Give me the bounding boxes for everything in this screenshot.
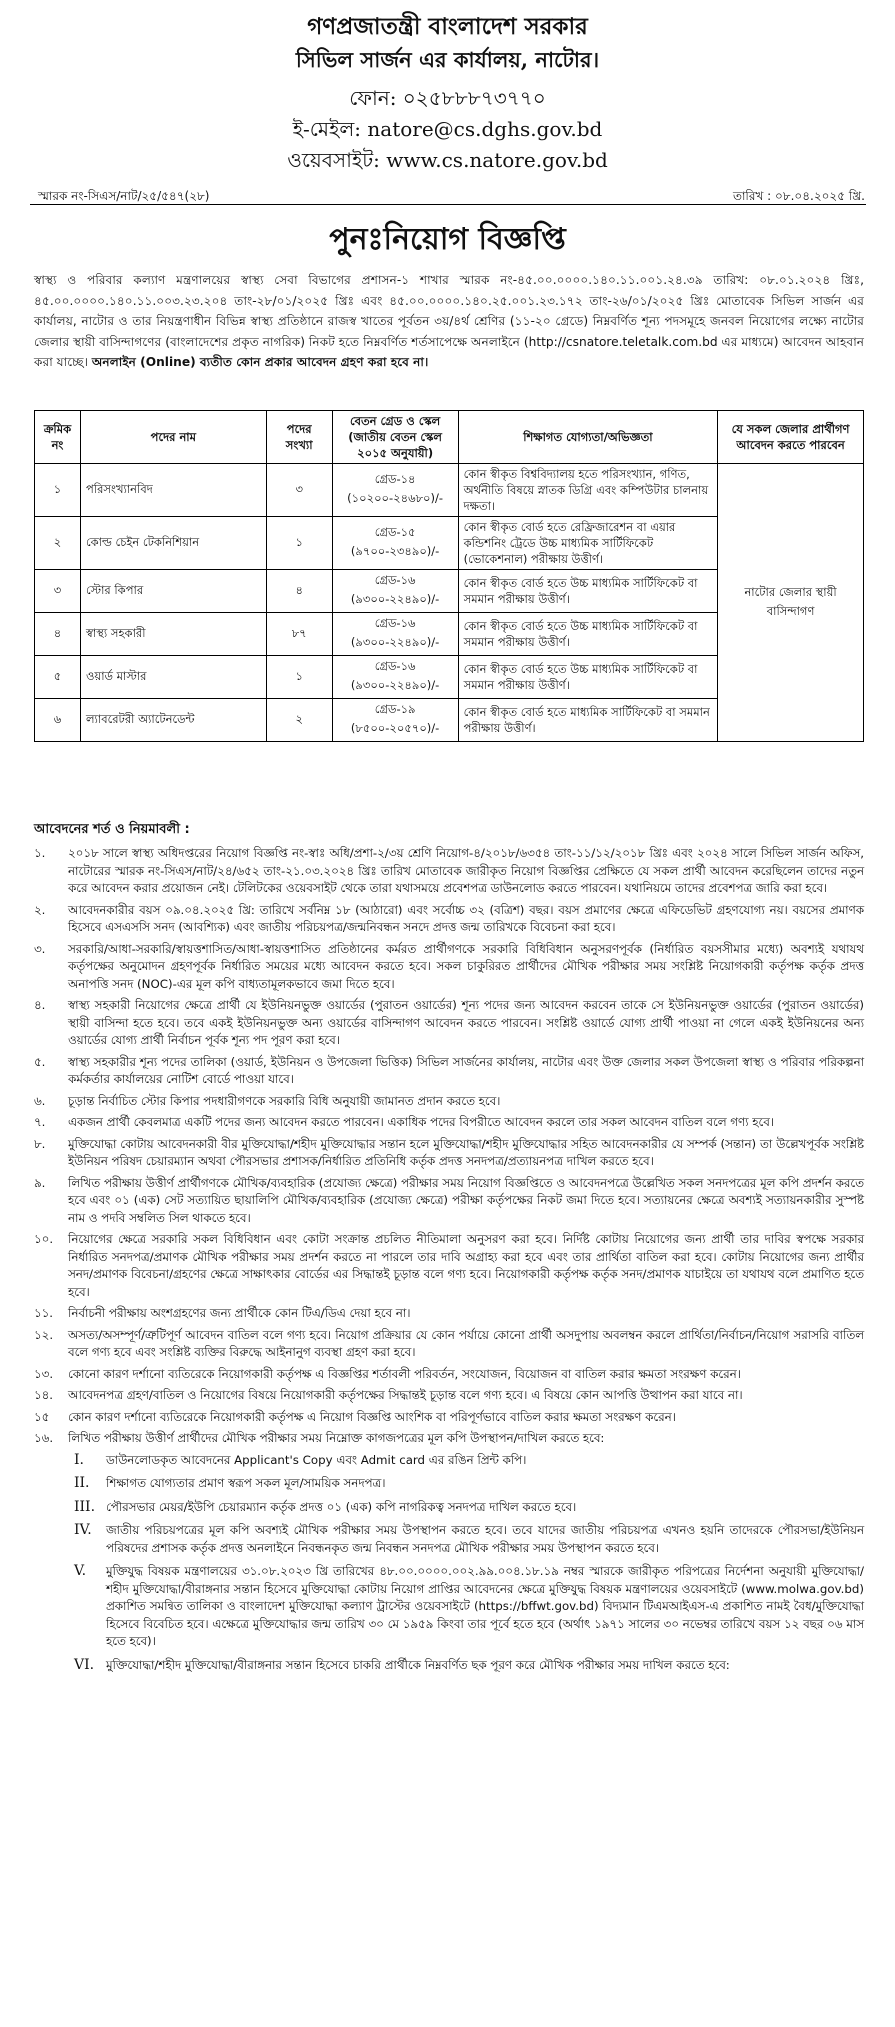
term-text: কোন কারণ দর্শানো ব্যতিরেকে নিয়োগকারী কর্তৃপক্ষ এ নিয়োগ বিজ্ঞপ্তি আংশিক বা পরিপূর্ণভাবে বাতিল করার ক্ষমতা সংরক্ষণ করেন। <box>68 1409 676 1424</box>
grade-scale: (৯৩০০-২২৪৯০)/- <box>350 678 440 692</box>
intro-paragraph <box>34 270 864 373</box>
terms-heading: আবেদনের শর্ত ও নিয়মাবলী : <box>34 822 190 837</box>
term-item <box>34 1387 864 1405</box>
grade-label: গ্রেড-১৬ <box>374 573 416 587</box>
term-item <box>34 1430 864 1448</box>
term-text: লিখিত পরীক্ষায় উত্তীর্ণ প্রার্থীদের মৌখিক পরীক্ষার সময় নিম্নোক্ত কাগজপত্রের মূল কপি উপস্থাপন/দাখিল করতে হবে: <box>68 1431 605 1445</box>
term-number: ৯. <box>34 1175 46 1190</box>
term-number: ১০. <box>34 1232 54 1246</box>
col-header-eligible-districts: যে সকল জেলার প্রার্থীগণ আবেদন করতে পারবেন <box>718 411 864 464</box>
col-header-count: পদের সংখ্যা <box>266 411 332 464</box>
col-header-grade: বেতন গ্রেড ও স্কেল (জাতীয় বেতন স্কেল ২০১৫ অনুযায়ী) <box>332 411 458 464</box>
term-number: ৪. <box>34 998 46 1012</box>
grade-scale: (৯৩০০-২২৪৯০)/- <box>350 635 440 649</box>
subitem-number: VI. <box>74 1656 95 1673</box>
term-item <box>34 1305 864 1323</box>
grade-label: গ্রেড-১৪ <box>374 472 416 486</box>
term-number: ১২. <box>34 1327 54 1342</box>
document-subitem <box>74 1522 864 1557</box>
cell-grade <box>332 656 458 699</box>
cell-grade <box>332 464 458 517</box>
term-item <box>34 1231 864 1301</box>
cell-serial: ৩ <box>35 570 81 613</box>
subitem-number: IV. <box>74 1522 92 1538</box>
grade-label: গ্রেড-১৬ <box>374 616 416 630</box>
cell-qualification: কোন স্বীকৃত বোর্ড হতে মাধ্যমিক সার্টিফিকেট বা সমমান পরীক্ষায় উত্তীর্ণ। <box>458 699 718 742</box>
grade-scale: (৯৩০০-২২৪৯০)/- <box>350 592 440 606</box>
grade-label: গ্রেড-১৬ <box>374 659 416 673</box>
cell-qualification: কোন স্বীকৃত বোর্ড হতে উচ্চ মাধ্যমিক সার্টিফিকেট বা সমমান পরীক্ষায় উত্তীর্ণ। <box>458 570 718 613</box>
subitem-number: III. <box>74 1498 96 1515</box>
document-subitem <box>74 1657 864 1675</box>
cell-post: ল্যাবরেটরী অ্যাটেনডেন্ট <box>80 699 266 742</box>
term-text: চূড়ান্ত নির্বাচিত স্টোর কিপার পদধারীগণকে সরকারি বিধি অনুযায়ী জামানত প্রদান করতে হবে। <box>68 1093 501 1108</box>
government-name: গণপ্রজাতন্ত্রী বাংলাদেশ সরকার <box>307 13 588 40</box>
terms-section <box>34 820 864 1680</box>
term-number: ৩. <box>34 941 46 956</box>
cell-count: ৩ <box>266 464 332 517</box>
term-item <box>34 941 864 994</box>
term-text: ২০১৮ সালে স্বাস্থ্য অধিদপ্তরের নিয়োগ বিজ্ঞপ্তি নং-স্বাঃ অধি/প্রশা-২/৩য় শ্রেণি নিয়োগ-৪/২০১৮/৬৩৫৪ তাং-১১/১২/২০১৮ খ্রিঃ এবং ২০২৪ সালে সিভিল সার্জন অফিস, নাটোরের স্মারক নং-সিএস/নাট/২৪/৬৫২ তাং-২১.০৩.২০২৪ খ্রিঃ তারিখ মোতাবেক জারীকৃত নিয়োগ বিজ্ঞপ্তির প্রেক্ষিতে যে সকল প্রার্থী আবেদন করেছিলেন তাদের নতুন করে আবেদন করার প্রয়োজন নেই। টেলিটকের ওয়েবসাইট থেকে তারা যথাসময়ে প্রবেশপত্র ডাউনলোড করতে পারবেন। যথানিয়মে তাদের প্রবেশপত্র জারি করা হবে। <box>68 846 864 895</box>
cell-qualification: কোন স্বীকৃত বিশ্ববিদ্যালয় হতে পরিসংখ্যান, গণিত, অর্থনীতি বিষয়ে স্নাতক ডিগ্রি এবং কম্পিউটার চালনায় দক্ষতা। <box>458 464 718 517</box>
cell-grade <box>332 570 458 613</box>
term-number: ১৪. <box>34 1388 54 1402</box>
document-subitem <box>74 1452 864 1470</box>
term-number: ৫. <box>34 1054 46 1069</box>
cell-count: ২ <box>266 699 332 742</box>
term-item <box>34 1409 864 1427</box>
cell-grade <box>332 699 458 742</box>
cell-serial: ১ <box>35 464 81 517</box>
cell-post: স্বাস্থ্য সহকারী <box>80 613 266 656</box>
header-divider <box>30 204 866 205</box>
document-subitem <box>74 1563 864 1651</box>
term-item <box>34 997 864 1050</box>
term-text: একজন প্রার্থী কেবলমাত্র একটি পদের জন্য আবেদন করতে পারবেন। একাধিক পদের বিপরীতে আবেদন করলে তার সকল আবেদন বাতিল বলে গণ্য হবে। <box>68 1115 775 1129</box>
term-text: কোনো কারণ দর্শানো ব্যতিরেকে নিয়োগকারী কর্তৃপক্ষ এ বিজ্ঞপ্তির শর্তাবলী পরিবর্তন, সংযোজন, বিয়োজন বা বাতিল করার ক্ষমতা সংরক্ষণ করেন। <box>68 1366 741 1381</box>
intro-online-only: অনলাইন (Online) ব্যতীত কোন প্রকার আবেদন গ্রহণ করা হবে না। <box>91 355 429 369</box>
term-text: লিখিত পরীক্ষায় উত্তীর্ণ প্রার্থীগণকে মৌখিক/ব্যবহারিক (প্রযোজ্য ক্ষেত্রে) পরীক্ষার সময় নিয়োগ বিজ্ঞপ্তিতে ও আবেদনপত্রে উল্লেখিত সকল সনদপত্রের মূল কপি প্রদর্শন করতে হবে এবং ০১ (এক) সেট সত্যায়িত ছায়ালিপি মৌখিক/ব্যবহারিক (প্রযোজ্য ক্ষেত্রে) পরীক্ষা কর্তৃপক্ষের নিকট জমা দিতে হবে। সত্যায়নের ক্ষেত্রে অবশ্যই সত্যায়নকারীর সুস্পষ্ট নাম ও পদবি সম্বলিত সিল থাকতে হবে। <box>68 1175 864 1225</box>
term-item <box>34 1114 864 1132</box>
office-phone: ফোন: ০২৫৮৮৮৭৩৭৭০ <box>349 86 546 110</box>
term-number: ১৬. <box>34 1431 54 1445</box>
notice-title: পুনঃনিয়োগ বিজ্ঞপ্তি <box>329 222 566 257</box>
term-number: ৭. <box>34 1115 46 1129</box>
cell-qualification: কোন স্বীকৃত বোর্ড হতে উচ্চ মাধ্যমিক সার্টিফিকেট বা সমমান পরীক্ষায় উত্তীর্ণ। <box>458 656 718 699</box>
col-header-qualification: শিক্ষাগত যোগ্যতা/অভিজ্ঞতা <box>458 411 718 464</box>
subitem-number: V. <box>74 1563 87 1579</box>
term-number: ২. <box>34 902 46 917</box>
notice-date: তারিখ : ০৮.০৪.২০২৫ খ্রি. <box>732 189 865 203</box>
document-subitem <box>74 1499 864 1517</box>
grade-label: গ্রেড-১৯ <box>374 702 416 716</box>
term-item <box>34 1093 864 1111</box>
office-name: সিভিল সার্জন এর কার্যালয়, নাটোর। <box>295 47 600 72</box>
subitem-text: মুক্তিযুদ্ধ বিষয়ক মন্ত্রণালয়ের ৩১.০৮.২০২৩ খ্রি তারিখের ৪৮.০০.০০০০.০০২.৯৯.০০৪.১৮.১৯ নম্বর স্মারকে জারীকৃত পরিপত্রের নির্দেশনা অনুযায়ী মুক্তিযোদ্ধা/শহীদ মুক্তিযোদ্ধা/বীরাঙ্গনার সন্তান হিসেবে মুক্তিযোদ্ধা কোটায় নিয়োগ প্রাপ্তির আবেদনের ক্ষেত্রে মুক্তিযুদ্ধ বিষয়ক মন্ত্রণালয়ের ওয়েবসাইটে (www.molwa.gov.bd) প্রকাশিত সমন্বিত তালিকা ও বাংলাদেশ মুক্তিযোদ্ধা কল্যাণ ট্রাস্টের ওয়েবসাইটে (https://bffwt.gov.bd) বিদ্যমান টিএমআইএস-এ প্রকাশিত নামই বৈধ/মুক্তিযোদ্ধা হিসেবে বিবেচিত হবে। এক্ষেত্রে মুক্তিযোদ্ধার জন্ম তারিখ ৩০ মে ১৯৫৯ কিংবা তার পূর্বে হতে হবে (অর্থাৎ ১৯৭১ সালের ৩০ নভেম্বর তারিখে বয়স ১২ বছর ০৬ মাস হতে হবে)। <box>106 1564 865 1648</box>
subitem-text: মুক্তিযোদ্ধা/শহীদ মুক্তিযোদ্ধা/বীরাঙ্গনার সন্তান হিসেবে চাকরি প্রার্থীকে নিম্নবর্ণিত ছক পূরণ করে মৌখিক পরীক্ষার সময় দাখিল করতে হবে: <box>106 1657 730 1672</box>
term-number: ৬. <box>34 1093 46 1108</box>
term-text: আবেদনপত্র গ্রহণ/বাতিল ও নিয়োগের বিষয়ে নিয়োগকারী কর্তৃপক্ষের সিদ্ধান্তই চূড়ান্ত বলে গণ্য হবে। এ বিষয়ে কোন আপত্তি উত্থাপন করা যাবে না। <box>68 1388 743 1402</box>
term-text: নির্বাচনী পরীক্ষায় অংশগ্রহণের জন্য প্রার্থীকে কোন টিএ/ডিএ দেয়া হবে না। <box>68 1306 411 1320</box>
cell-serial: ২ <box>35 517 81 570</box>
term-text: আবেদনকারীর বয়স ০৯.০৪.২০২৫ খ্রি: তারিখে সর্বনিম্ন ১৮ (আঠারো) এবং সর্বোচ্চ ৩২ (বত্রিশ) বছর। বয়স প্রমাণের ক্ষেত্রে এফিডেভিট গ্রহণযোগ্য নয়। বয়সের প্রমাণক হিসেবে এসএসসি সনদ (আবশ্যিক) এবং জাতীয় পরিচয়পত্র/জন্মনিবন্ধন সনদে প্রদত্ত জন্ম তারিখকে বিবেচনা করা হবে। <box>68 902 864 934</box>
subitem-number: I. <box>74 1451 84 1468</box>
term-number: ৮. <box>34 1136 46 1151</box>
term-item <box>34 845 864 898</box>
cell-serial: ৬ <box>35 699 81 742</box>
office-email: ই-মেইল: natore@cs.dghs.gov.bd <box>292 117 603 141</box>
cell-qualification: কোন স্বীকৃত বোর্ড হতে রেফ্রিজারেশন বা এয়ার কন্ডিশনিং ট্রেডে উচ্চ মাধ্যমিক সার্টিফিকেট (ভোকেশনাল) পরীক্ষায় উত্তীর্ণ। <box>458 517 718 570</box>
col-header-post: পদের নাম <box>80 411 266 464</box>
cell-grade <box>332 517 458 570</box>
term-item <box>34 1054 864 1089</box>
term-item <box>34 1136 864 1171</box>
term-text: স্বাস্থ্য সহকারী নিয়োগের ক্ষেত্রে প্রার্থী যে ইউনিয়নভুক্ত ওয়ার্ডের (পুরাতন ওয়ার্ডের) শূন্য পদের জন্য আবেদন করবেন তাকে সে ইউনিয়নভুক্ত ওয়ার্ডের (পুরাতন ওয়ার্ডের) স্থায়ী বাসিন্দা হতে হবে। তবে একই ইউনিয়নভুক্ত অন্য ওয়ার্ডের বাসিন্দাগণ আবেদন করতে পারবেন। সংশ্লিষ্ট ওয়ার্ডে যোগ্য প্রার্থী পাওয়া না গেলে একই ইউনিয়নের অন্য ওয়ার্ডের যোগ্য প্রার্থী নির্বাচন পূর্বক শূন্য পদ পূরণ করা হবে। <box>68 998 864 1047</box>
term-item <box>34 1366 864 1384</box>
cell-post: কোল্ড চেইন টেকনিশিয়ান <box>80 517 266 570</box>
office-website: ওয়েবসাইট: www.cs.natore.gov.bd <box>287 148 608 172</box>
table-row <box>35 464 864 517</box>
subitem-text: শিক্ষাগত যোগ্যতার প্রমাণ স্বরূপ সকল মূল/সাময়িক সনদপত্র। <box>106 1476 386 1490</box>
term-text: নিয়োগের ক্ষেত্রে সরকারি সকল বিধিবিধান এবং কোটা সংক্রান্ত প্রচলিত নীতিমালা অনুসরণ করা হবে। নির্দিষ্ট কোটায় নিয়োগের জন্য প্রার্থী তার দাবির স্বপক্ষে সরকার নির্ধারিত সনদপত্র/প্রমাণক মৌখিক পরীক্ষার সময় প্রদর্শন করতে না পারলে তার দাবি অগ্রাহ্য করা হবে এবং তার প্রার্থিতা বাতিল করা হবে। কোটায় নিয়োগের জন্য প্রার্থীর সনদ/প্রমাণক বিবেচনা/গ্রহণের ক্ষেত্রে সাক্ষাৎকার বোর্ডের এর সিদ্ধান্তই চূড়ান্ত বলে গণ্য হবে। নিয়োগকারী কর্তৃপক্ষ কর্তৃক সনদ/প্রমাণক যাচাইয়ে তা যথাযথ বলে প্রমাণিত হতে হবে। <box>68 1232 864 1299</box>
grade-scale: (৯৭০০-২৩৪৯০)/- <box>350 544 440 558</box>
memo-number: স্মারক নং-সিএস/নাট/২৫/৫৪৭(২৮) <box>38 189 210 203</box>
cell-qualification: কোন স্বীকৃত বোর্ড হতে উচ্চ মাধ্যমিক সার্টিফিকেট বা সমমান পরীক্ষায় উত্তীর্ণ। <box>458 613 718 656</box>
cell-post: ওয়ার্ড মাস্টার <box>80 656 266 699</box>
grade-scale: (১০২০০-২৪৬৮০)/- <box>347 491 444 505</box>
table-header-row <box>35 411 864 464</box>
term-item <box>34 1327 864 1362</box>
term-text: স্বাস্থ্য সহকারীর শূন্য পদের তালিকা (ওয়ার্ড, ইউনিয়ন ও উপজেলা ভিত্তিক) সিভিল সার্জনের কার্যালয়, নাটোর এবং উক্ত জেলার সকল উপজেলা স্বাস্থ্য ও পরিবার পরিকল্পনা কর্মকর্তার কার্যালয়ের নোটিশ বোর্ডে পাওয়া যাবে। <box>68 1054 864 1086</box>
subitem-text: পৌরসভার মেয়র/ইউপি চেয়ারম্যান কর্তৃক প্রদত্ত ০১ (এক) কপি নাগরিকত্ব সনদপত্র দাখিল করতে হবে। <box>106 1499 577 1514</box>
cell-count: ১ <box>266 517 332 570</box>
cell-eligible-districts: নাটোর জেলার স্থায়ী বাসিন্দাগণ <box>718 464 864 742</box>
cell-count: ৪ <box>266 570 332 613</box>
cell-post: পরিসংখ্যানবিদ <box>80 464 266 517</box>
term-text: অসত্য/অসম্পূর্ণ/ত্রুটিপূর্ণ আবেদন বাতিল বলে গণ্য হবে। নিয়োগ প্রক্রিয়ার যে কোন পর্যায়ে কোনো প্রার্থী অসদুপায় অবলম্বন করলে প্রার্থিতা/নির্বাচন/নিয়োগ সরাসরি বাতিল বলে গণ্য হবে এবং সংশ্লিষ্ট ব্যক্তির বিরুদ্ধে আইনানুগ ব্যবস্থা গ্রহণ করা হবে। <box>68 1327 864 1359</box>
term-number: ১১. <box>34 1306 54 1320</box>
cell-count: ১ <box>266 656 332 699</box>
term-number: ১৩. <box>34 1366 54 1381</box>
vacancy-table <box>34 410 864 742</box>
term-number: ১৫ <box>34 1409 50 1424</box>
col-header-serial: ক্রমিক নং <box>35 411 81 464</box>
cell-serial: ৪ <box>35 613 81 656</box>
intro-text: স্বাস্থ্য ও পরিবার কল্যাণ মন্ত্রণালয়ের স্বাস্থ্য সেবা বিভাগের প্রশাসন-১ শাখার স্মারক নং-৪৫.০০.০০০০.১৪০.১১.০০১.২৪.৩৯ তারিখ: ০৮.০১.২০২৪ খ্রিঃ, ৪৫.০০.০০০০.১৪০.১১.০০৩.২৩.২০৪ তাং-২৮/০১/২০২৫ খ্রিঃ এবং ৪৫.০০.০০০০.১৪০.২৫.০০১.২৩.১৭২ তাং-২৬/০১/২০২৫ খ্রিঃ মোতাবেক সিভিল সার্জন এর কার্যালয়, নাটোর ও তার নিয়ন্ত্রণাধীন বিভিন্ন স্বাস্থ্য প্রতিষ্ঠানে রাজস্ব খাতের পূর্বতন ৩য়/৪র্থ শ্রেণির (১১-২০ গ্রেডে) নিম্নবর্ণিত শূন্য পদসমূহে জনবল নিয়োগের লক্ষ্যে নাটোর জেলার স্থায়ী বাসিন্দাগণের (বাংলাদেশের প্রকৃত নাগরিক) নিকট হতে নিম্নবর্ণিত শর্তসাপেক্ষে অনলাইনে (http://csnatore.teletalk.com.bd এর মাধ্যমে) আবেদন আহবান করা যাচ্ছে। <box>34 273 864 369</box>
subitem-text: জাতীয় পরিচয়পত্রের মূল কপি অবশ্যই মৌখিক পরীক্ষার সময় উপস্থাপন করতে হবে। তবে যাদের জাতীয় পরিচয়পত্র এখনও হয়নি তাদেরকে পৌরসভা/ইউনিয়ন পরিষদের প্রশাসক কর্তৃক প্রদত্ত অনলাইনে নিবন্ধনকৃত জন্ম নিবন্ধন সনদপত্র মৌখিক পরীক্ষার সময় উপস্থাপন করতে হবে। <box>106 1523 864 1555</box>
document-subitem <box>74 1475 864 1493</box>
cell-post: স্টোর কিপার <box>80 570 266 613</box>
term-item <box>34 1175 864 1228</box>
cell-count: ৮৭ <box>266 613 332 656</box>
subitem-text: ডাউনলোডকৃত আবেদনের Applicant's Copy এবং Admit card এর রঙিন প্রিন্ট কপি। <box>106 1452 527 1467</box>
grade-label: গ্রেড-১৫ <box>374 525 416 539</box>
term-item <box>34 902 864 937</box>
term-number: ১. <box>34 846 46 860</box>
term-text: সরকারি/আধা-সরকারি/স্বায়ত্তশাসিত/আধা-স্বায়ত্তশাসিত প্রতিষ্ঠানের কর্মরত প্রার্থীগণকে সরকারি বিধিবিধান অনুসরণপূর্বক (নির্ধারিত বয়সসীমার মধ্যে) অবশ্যই যথাযথ কর্তৃপক্ষের অনুমোদন গ্রহণপূর্বক নির্ধারিত সময়ের মধ্যে আবেদন করতে হবে। সকল চাকুরিরত প্রার্থীদের মৌখিক পরীক্ষার সময় সংশ্লিষ্ট নিয়োগকারী কর্তৃপক্ষ কর্তৃক প্রদত্ত অনাপত্তি সনদ (NOC)-এর মূল কপি বাধ্যতামূলকভাবে জমা দিতে হবে। <box>68 941 864 991</box>
grade-scale: (৮৫০০-২০৫৭০)/- <box>350 721 440 735</box>
subitem-number: II. <box>74 1475 90 1491</box>
cell-grade <box>332 613 458 656</box>
term-text: মুক্তিযোদ্ধা কোটায় আবেদনকারী বীর মুক্তিযোদ্ধা/শহীদ মুক্তিযোদ্ধার সন্তান হলে মুক্তিযোদ্ধা/শহীদ মুক্তিযোদ্ধার সহিত আবেদনকারীর যে সম্পর্ক (সন্তান) তা উল্লেখপূর্বক সংশ্লিষ্ট ইউনিয়ন পরিষদ চেয়ারম্যান অথবা পৌরসভার প্রশাসক/নির্ধারিত প্রতিনিধি কর্তৃক প্রদত্ত সনদপত্র/প্রত্যায়নপত্র দাখিল করতে হবে। <box>68 1136 864 1168</box>
cell-serial: ৫ <box>35 656 81 699</box>
